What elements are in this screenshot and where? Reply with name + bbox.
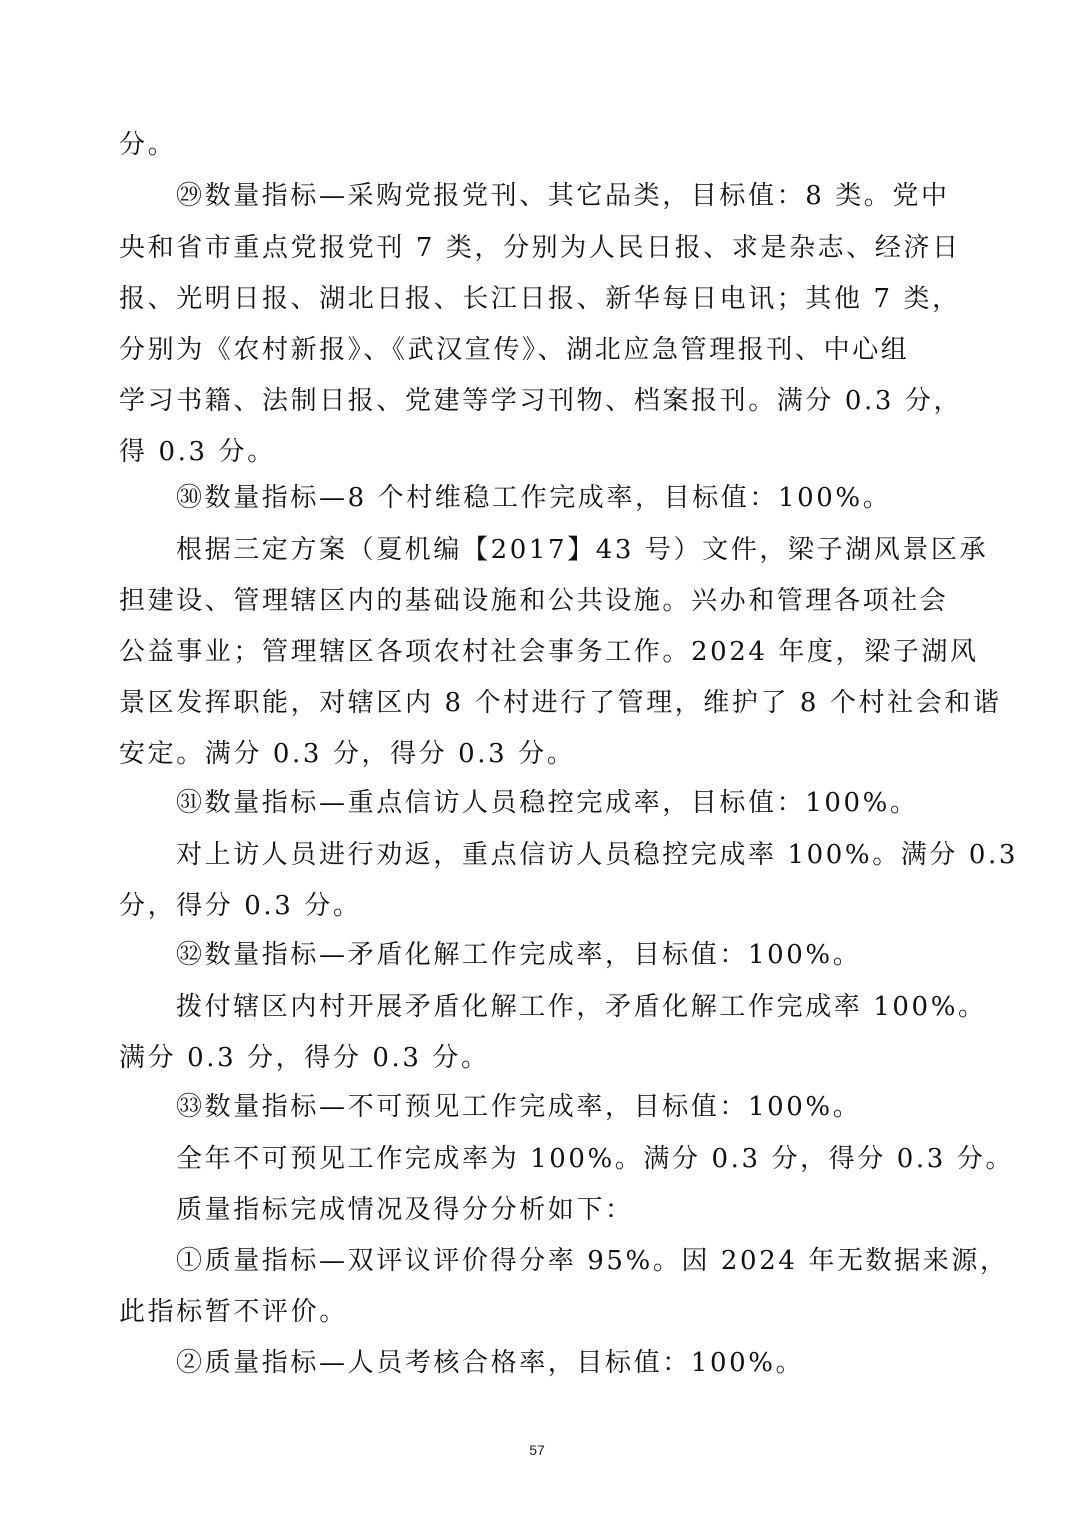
text-line: 安定。满分 0.3 分，得分 0.3 分。 xyxy=(119,739,576,769)
text-line: 全年不可预见工作完成率为 100%。满分 0.3 分，得分 0.3 分。 xyxy=(176,1144,1014,1174)
text-line: 根据三定方案（夏机编【2017】43 号）文件，梁子湖风景区承 xyxy=(176,535,989,565)
page-number: 57 xyxy=(529,1442,545,1458)
text-line: ㉙数量指标—采购党报党刊、其它品类，目标值：8 类。党中 xyxy=(176,181,950,211)
text-line: ㉝数量指标—不可预见工作完成率，目标值：100%。 xyxy=(176,1092,862,1122)
text-line: 分。 xyxy=(119,130,177,160)
text-line: 分，得分 0.3 分。 xyxy=(119,891,362,921)
text-line: 公益事业；管理辖区各项农村社会事务工作。2024 年度，梁子湖风 xyxy=(119,637,979,667)
text-line: 对上访人员进行劝返，重点信访人员稳控完成率 100%。满分 0.3 xyxy=(176,840,1019,870)
text-line: ①质量指标—双评议评价得分率 95%。因 2024 年无数据来源， xyxy=(176,1246,1009,1276)
text-line: 拨付辖区内村开展矛盾化解工作，矛盾化解工作完成率 100%。 xyxy=(176,992,987,1022)
text-line: 得 0.3 分。 xyxy=(119,437,276,467)
text-line: 报、光明日报、湖北日报、长江日报、新华每日电讯；其他 7 类， xyxy=(119,284,961,314)
text-line: 此指标暂不评价。 xyxy=(119,1297,348,1327)
text-line: 央和省市重点党报党刊 7 类，分别为人民日报、求是杂志、经济日 xyxy=(119,233,961,263)
text-line: ㉛数量指标—重点信访人员稳控完成率，目标值：100%。 xyxy=(176,788,919,818)
text-line: 学习书籍、法制日报、党建等学习刊物、档案报刊。满分 0.3 分， xyxy=(119,386,963,416)
text-line: 质量指标完成情况及得分分析如下： xyxy=(176,1195,634,1225)
text-line: 担建设、管理辖区内的基础设施和公共设施。兴办和管理各项社会 xyxy=(119,586,949,616)
text-line: 分别为《农村新报》、《武汉宣传》、湖北应急管理报刊、中心组 xyxy=(119,335,910,365)
text-line: 满分 0.3 分，得分 0.3 分。 xyxy=(119,1043,490,1073)
text-line: ②质量指标—人员考核合格率，目标值：100%。 xyxy=(176,1348,805,1378)
text-line: ㉚数量指标—8 个村维稳工作完成率，目标值：100%。 xyxy=(176,483,892,513)
text-line: 景区发挥职能，对辖区内 8 个村进行了管理，维护了 8 个村社会和谐 xyxy=(119,688,1002,718)
text-line: ㉜数量指标—矛盾化解工作完成率，目标值：100%。 xyxy=(176,940,862,970)
